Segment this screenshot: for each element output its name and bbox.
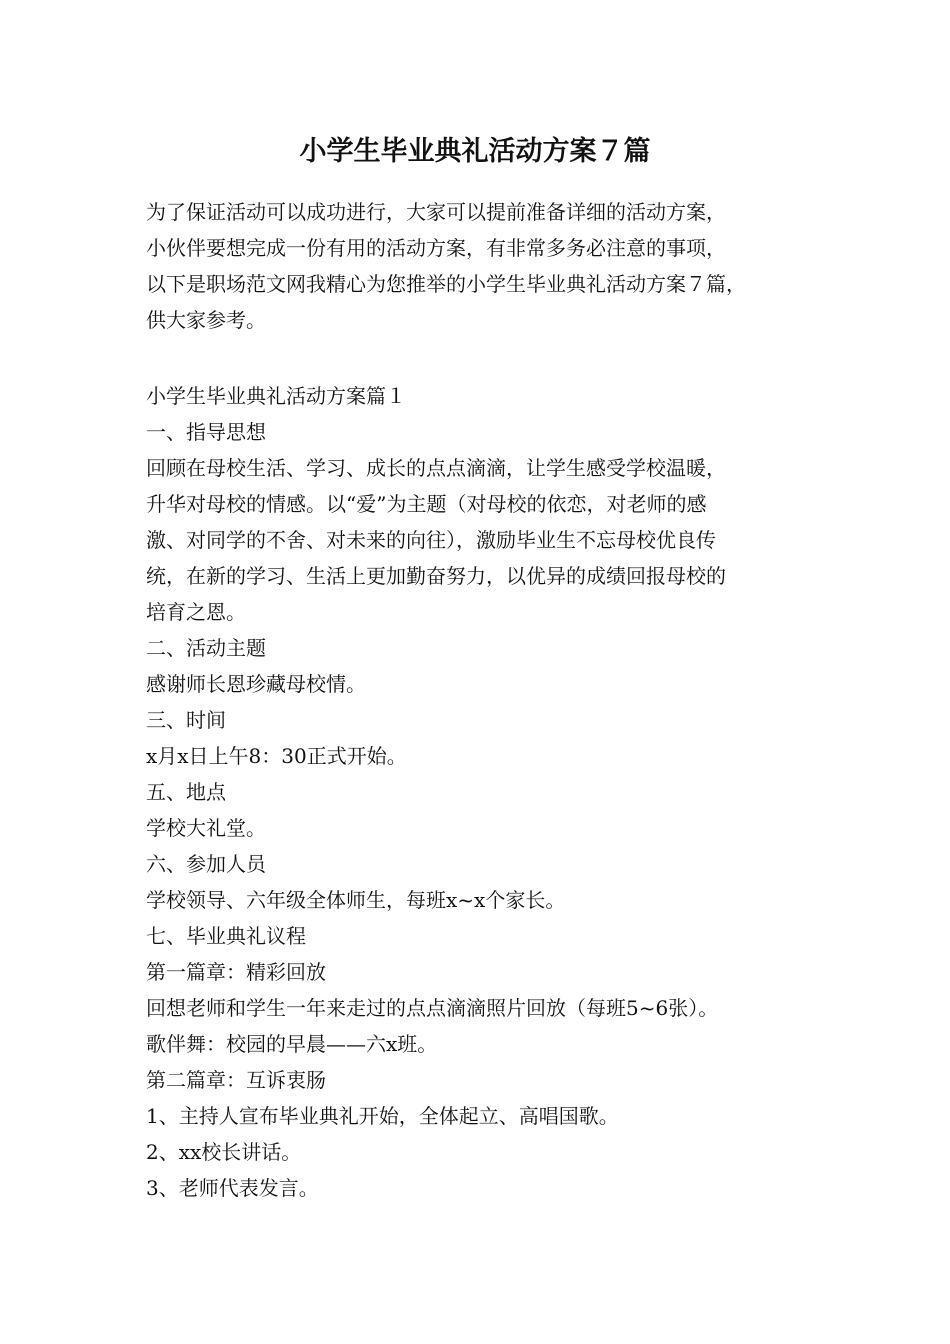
body-line: 回想老师和学生一年来走过的点点滴滴照片回放（每班5~6张）。: [146, 996, 719, 1020]
list-item: 2、xx校长讲话。: [146, 1140, 302, 1164]
body-line: 激、对同学的不舍、对未来的向往），激励毕业生不忘母校优良传: [146, 528, 716, 552]
subsection-heading: 六、参加人员: [146, 852, 266, 876]
intro-line: 供大家参考。: [146, 308, 266, 332]
body-line: x月x日上午8：30正式开始。: [146, 744, 407, 768]
document-title: 小学生毕业典礼活动方案７篇: [299, 136, 651, 167]
body-line: 升华对母校的情感。以“爱”为主题（对母校的依恋，对老师的感: [146, 492, 707, 516]
subsection-heading: 七、毕业典礼议程: [146, 924, 306, 948]
body-line: 回顾在母校生活、学习、成长的点点滴滴，让学生感受学校温暖，: [146, 456, 726, 480]
subsection-heading: 一、指导思想: [146, 420, 266, 444]
subsection-heading: 三、时间: [146, 708, 226, 732]
body-line: 歌伴舞：校园的早晨——六x班。: [146, 1032, 438, 1056]
body-line: 学校领导、六年级全体师生，每班x~x个家长。: [146, 888, 566, 912]
section-heading: 小学生毕业典礼活动方案篇１: [146, 384, 406, 408]
body-line: 统，在新的学习、生活上更加勤奋努力，以优异的成绩回报母校的: [146, 564, 726, 588]
list-item: 3、老师代表发言。: [146, 1176, 319, 1200]
subsection-heading: 二、活动主题: [146, 636, 266, 660]
chapter-heading: 第二篇章：互诉衷肠: [146, 1068, 326, 1092]
body-line: 培育之恩。: [146, 600, 246, 624]
document-body: [146, 378, 836, 1206]
chapter-heading: 第一篇章：精彩回放: [146, 960, 326, 984]
subsection-heading: 五、地点: [146, 780, 226, 804]
body-line: 学校大礼堂。: [146, 816, 266, 840]
list-item: 1、主持人宣布毕业典礼开始，全体起立、高唱国歌。: [146, 1104, 619, 1128]
intro-line: 以下是职场范文网我精心为您推举的小学生毕业典礼活动方案７篇，: [146, 272, 746, 296]
body-line: 感谢师长恩珍藏母校情。: [146, 672, 366, 696]
intro-paragraph: [146, 194, 836, 338]
intro-line: 小伙伴要想完成一份有用的活动方案，有非常多务必注意的事项，: [146, 236, 726, 260]
intro-line: 为了保证活动可以成功进行，大家可以提前准备详细的活动方案，: [146, 200, 726, 224]
